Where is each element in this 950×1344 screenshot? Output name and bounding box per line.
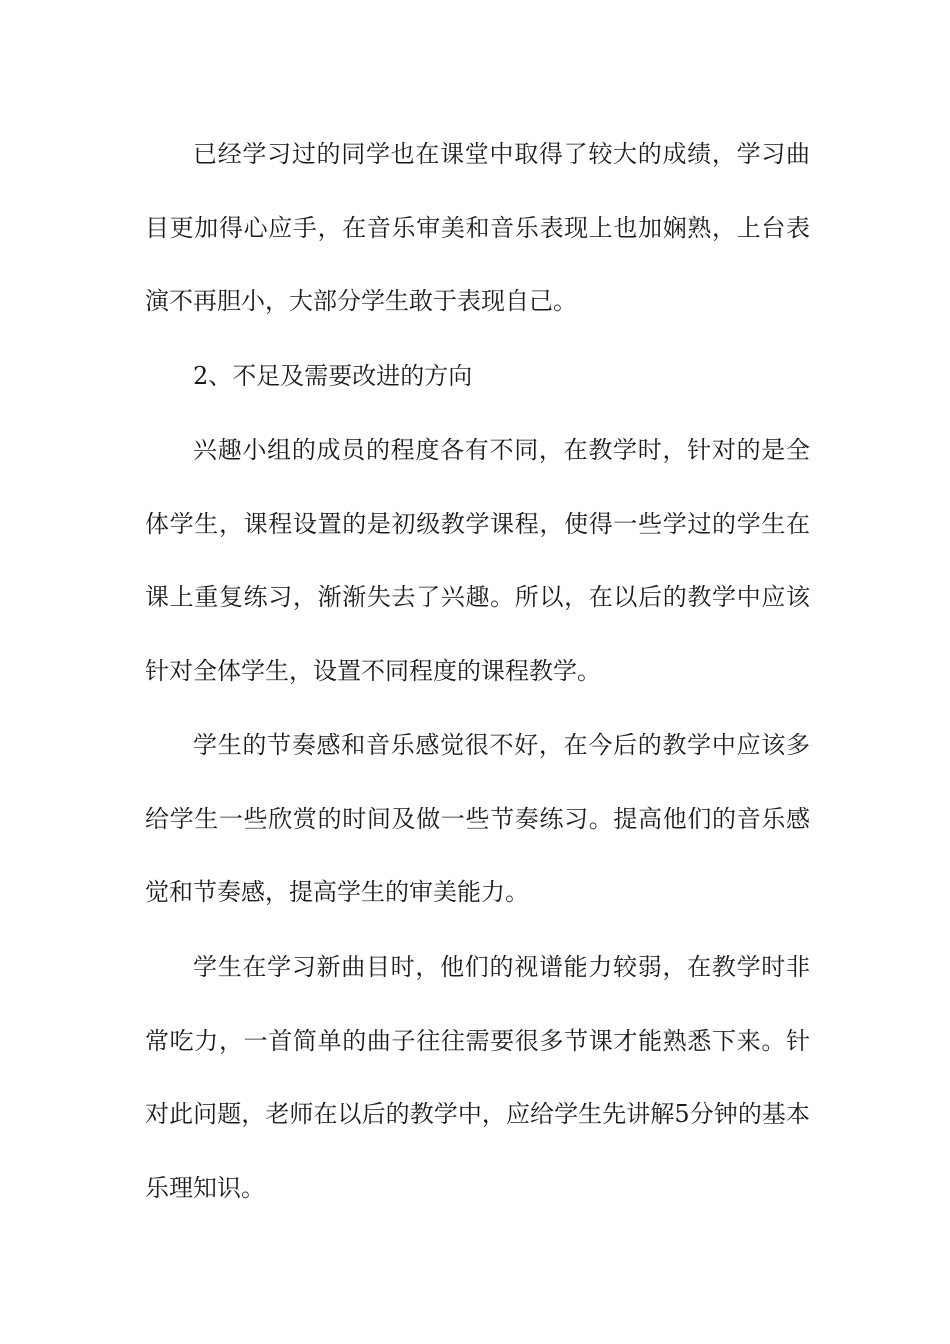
section-heading-improvements: 2、不足及需要改进的方向 (193, 362, 473, 390)
paragraph-sight-reading: 学生在学习新曲目时，他们的视谱能力较弱，在教学时非常吃力，一首简单的曲子往往需要很多节课才能熟悉下来。针对此问题，老师在以后的教学中，应给学生先讲解5分钟的基本乐理知识。 (145, 953, 810, 1202)
paragraph-curriculum-levels: 兴趣小组的成员的程度各有不同，在教学时，针对的是全体学生，课程设置的是初级教学课程，使得一些学过的学生在课上重复练习，渐渐失去了兴趣。所以，在以后的教学中应该针对全体学生，设置不同程度的课程教学。 (145, 436, 810, 685)
paragraph-achievements: 已经学习过的同学也在课堂中取得了较大的成绩，学习曲目更加得心应手，在音乐审美和音乐表现上也加娴熟，上台表演不再胆小，大部分学生敢于表现自己。 (145, 140, 810, 315)
paragraph-rhythm-sense: 学生的节奏感和音乐感觉很不好，在今后的教学中应该多给学生一些欣赏的时间及做一些节奏练习。提高他们的音乐感觉和节奏感，提高学生的审美能力。 (145, 731, 810, 906)
